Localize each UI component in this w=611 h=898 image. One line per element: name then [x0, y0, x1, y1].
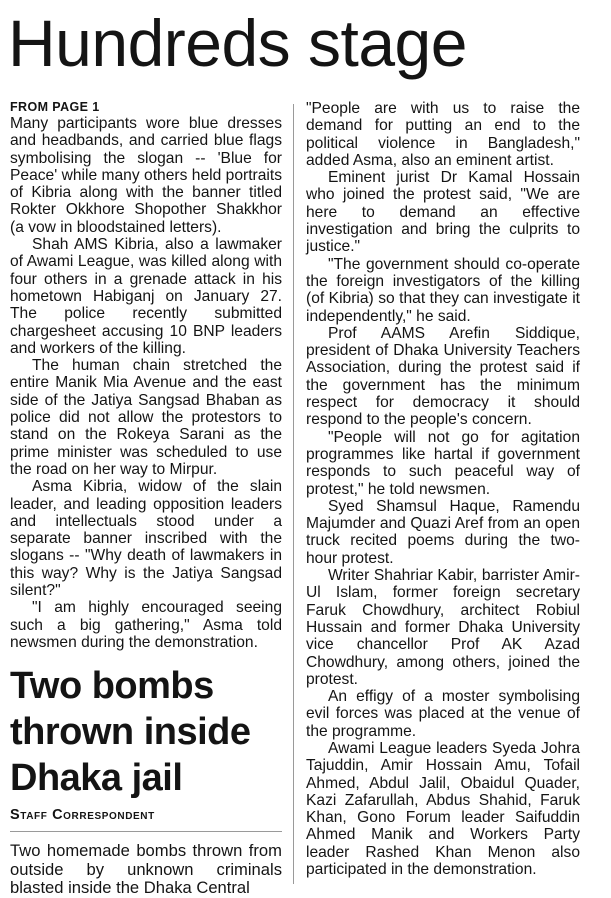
second-story-text — [10, 842, 282, 898]
from-page-label: FROM PAGE 1 — [10, 100, 100, 114]
column-divider — [293, 104, 294, 884]
article-paragraph: "I am highly encouraged seeing such a big gathering," Asma told newsmen during the demonstration. — [10, 599, 282, 651]
article-paragraph: Prof AAMS Arefin Siddique, president of Dhaka University Teachers Association, during the protest said if the government has the minimum respect for democracy it should respond to the people's concern. — [306, 324, 580, 429]
article-paragraph: Syed Shamsul Haque, Ramendu Majumder and Quazi Aref from an open truck recited poems during the two-hour protest. — [306, 497, 580, 567]
article-paragraph: An effigy of a moster symbolising evil forces was placed at the venue of the programme. — [306, 688, 580, 740]
article-paragraph: "People are with us to raise the demand for putting an end to the political violence in Bangladesh," added Asma, also an eminent artist. — [306, 100, 580, 169]
article-paragraph: Eminent jurist Dr Kamal Hossain who joined the protest said, "We are here to demand an effective investigation and bring the culprits to justice." — [306, 169, 580, 256]
article-paragraph: Many participants wore blue dresses and headbands, and carried blue flags symbolising the slogan -- 'Blue for Peace' while many others held portraits of Kibria along with the banner titled Rokter Okkhore Shopother Shakkhor (a vow in bloodstained letters). — [10, 115, 282, 236]
left-column-text — [10, 115, 282, 651]
article-paragraph: Shah AMS Kibria, also a lawmaker of Awami League, was killed along with four others in a grenade attack in his hometown Habiganj on January 27. The police recently submitted chargesheet accusing 10 BNP leaders and workers of the killing. — [10, 236, 282, 357]
article-paragraph: Asma Kibria, widow of the slain leader, and leading opposition leaders and intellectuals stood under a separate banner inscribed with the slogans -- "Why death of lawmakers in this way? Why is the Jatiya Sangsad silent?" — [10, 478, 282, 600]
right-column-text — [306, 100, 580, 878]
article-paragraph: Awami League leaders Syeda Johra Tajuddin, Amir Hossain Amu, Tofail Ahmed, Abdul Jalil, Obaidul Quader, Kazi Zafarullah, Abdus Shahid, Faruk Khan, Gono Forum leader Saifuddin Ahmed Manik and Workers Party leader Rashed Khan Menon also participated in the demonstration. — [306, 739, 580, 879]
right-column — [306, 100, 580, 878]
article-paragraph: "The government should co-operate the foreign investigators of the killing (of Kibria) so that they can investigate it independently," he said. — [306, 255, 580, 325]
left-column — [10, 100, 282, 898]
article-paragraph: The human chain stretched the entire Manik Mia Avenue and the east side of the Jatiya Sangsad Bhaban as police did not allow the protestors to stand on the Rokeya Sarani as the prime minister was scheduled to use the road on her way to Mirpur. — [10, 357, 282, 478]
second-story-byline: Staff Correspondent — [10, 805, 282, 832]
article-paragraph: "People will not go for agitation programmes like hartal if government responds to such peaceful way of protest," he told newsmen. — [306, 428, 580, 498]
article-paragraph: Writer Shahriar Kabir, barrister Amir-Ul Islam, former foreign secretary Faruk Chowdhury, architect Robiul Hussain and former Dhaka University vice chancellor Prof AK Azad Chowdhury, among others, joined the protest. — [306, 567, 580, 688]
headline: Hundreds stage — [8, 6, 467, 80]
second-story-headline: Two bombs thrown inside Dhaka jail — [10, 665, 251, 800]
second-story-lead: Two homemade bombs thrown from outside by unknown criminals blasted inside the Dhaka Central — [10, 841, 282, 898]
